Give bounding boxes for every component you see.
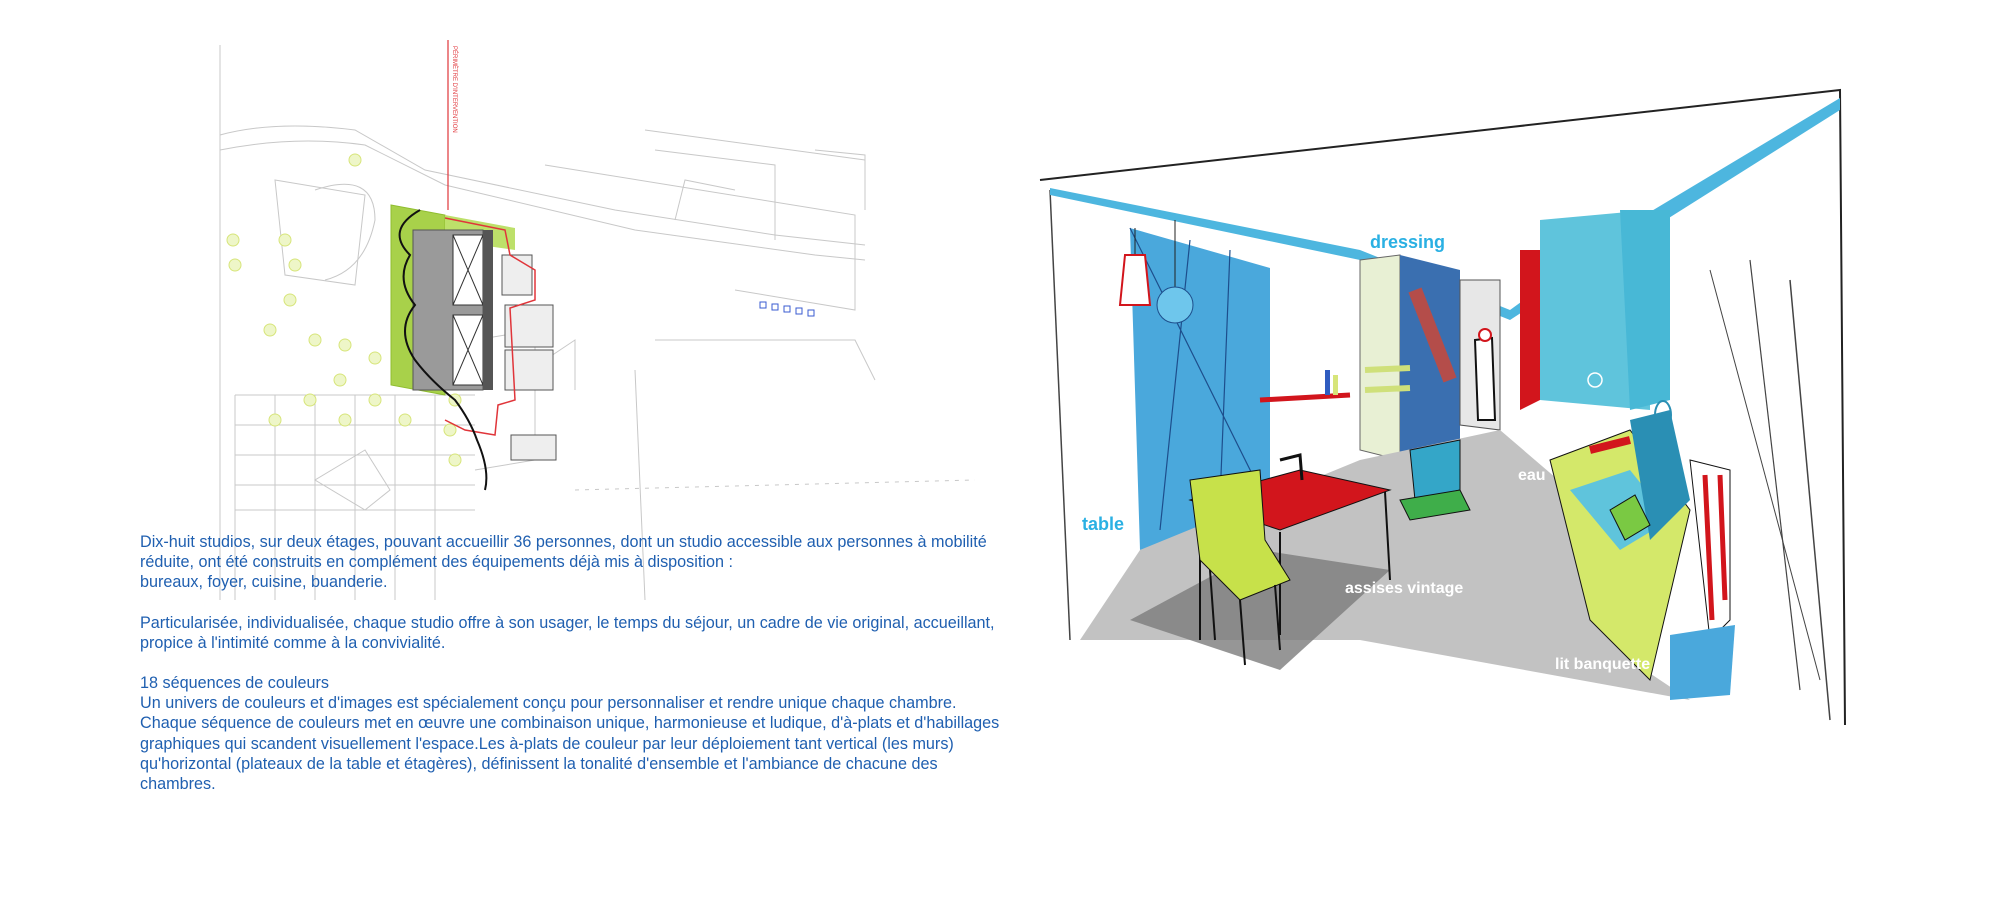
paragraph-equipments: bureaux, foyer, cuisine, buanderie. xyxy=(140,573,388,592)
label-assises-vintage: assises vintage xyxy=(1345,580,1464,597)
paragraph-studios: Dix-huit studios, sur deux étages, pouvant accueillir 36 personnes, dont un studio accessible aux personnes à mobilité réduite, ont été construits en complément des équipements déjà mis à disposition : xyxy=(140,533,987,572)
label-lit-banquette: lit banquette xyxy=(1555,656,1651,673)
description-text xyxy=(140,532,1010,794)
studio-interior-illustration xyxy=(1030,80,1860,730)
paragraph-sequences: Un univers de couleurs et d'images est spécialement conçu pour personnaliser et rendre unique chaque chambre. Chaque séquence de couleurs met en œuvre une combinaison unique, harmonieuse et ludique, d'à-plats et d'habillages graphiques qui scandent visuellement l'espace.Les à-plats de couleur par leur déploiement tant vertical (les murs) qu'horizontal (plateaux de la table et étagères), définissent la tonalité d'ensemble et l'ambiance de chacune des chambres. xyxy=(140,694,1000,794)
paragraph-particularisee: Particularisée, individualisée, chaque studio offre à son usager, le temps du séjour, un cadre de vie original, accueillant, propice à l'intimité comme à la convivialité. xyxy=(140,613,995,652)
paragraph-sequences-title: 18 séquences de couleurs xyxy=(140,674,329,693)
label-dressing: dressing xyxy=(1370,232,1446,252)
site-plan-drawing xyxy=(215,40,1005,600)
label-table: table xyxy=(1082,514,1125,534)
label-eau: eau xyxy=(1518,467,1546,484)
perimeter-label: PÉRIMÈTRE D'INTERVENTION xyxy=(451,46,457,133)
